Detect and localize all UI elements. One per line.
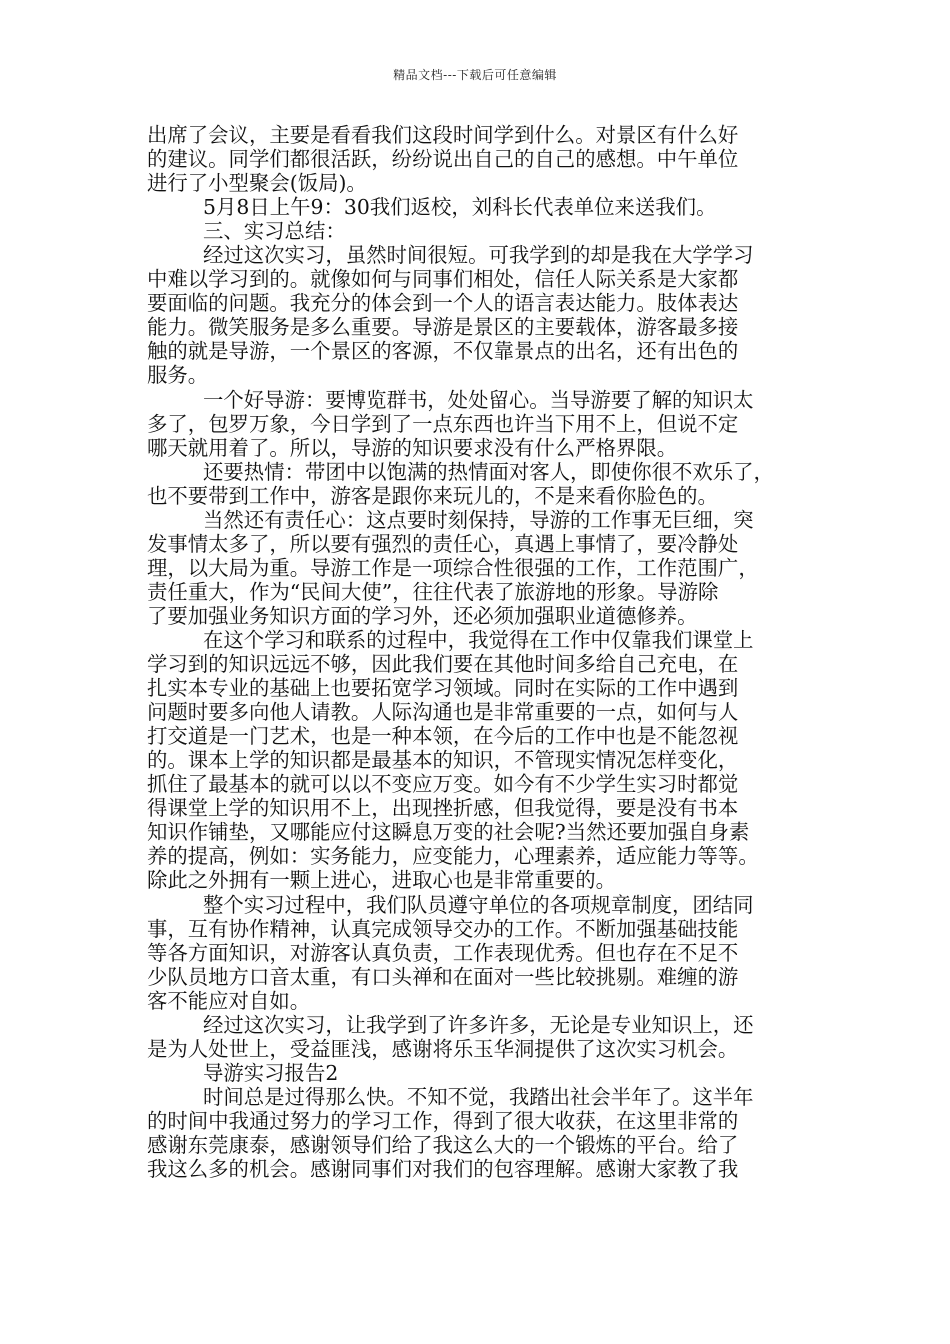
text-line: 也不要带到工作中，游客是跟你来玩儿的，不是来看你脸色的。 — [147, 483, 718, 508]
page-header: 精品文档---下载后可任意编辑 — [393, 68, 557, 82]
text-line: 客不能应对自如。 — [147, 988, 311, 1013]
text-line: 整个实习过程中，我们队员遵守单位的各项规章制度，团结同 — [203, 892, 754, 917]
text-line: 的时间中我通过努力的学习工作，得到了很大收获，在这里非常的 — [147, 1108, 739, 1133]
text-line: 哪天就用着了。所以，导游的知识要求没有什么严格界限。 — [147, 435, 678, 460]
text-line: 知识作铺垫，又哪能应付这瞬息万变的社会呢?当然还要加强自身素 — [147, 820, 750, 845]
text-line: 经过这次实习，虽然时间很短。可我学到的却是我在大学学习 — [203, 243, 754, 268]
document-body — [147, 123, 823, 1181]
text-line: 发事情太多了，所以要有强烈的责任心，真遇上事情了，要冷静处 — [147, 531, 739, 556]
text-line: 抓住了最基本的就可以以不变应万变。如今有不少学生实习时都觉 — [147, 772, 739, 797]
text-line: 打交道是一门艺术，也是一种本领，在今后的工作中也是不能忽视 — [147, 724, 739, 749]
text-line: 责任重大，作为“民间大使”，往往代表了旅游地的形象。导游除 — [147, 579, 719, 604]
text-line: 当然还有责任心：这点要时刻保持，导游的工作事无巨细，突 — [203, 507, 754, 532]
text-line: 要面临的问题。我充分的体会到一个人的语言表达能力。肢体表达 — [147, 291, 739, 316]
text-line: 在这个学习和联系的过程中，我觉得在工作中仅靠我们课堂上 — [203, 627, 754, 652]
text-line: 学习到的知识远远不够，因此我们要在其他时间多给自己充电，在 — [147, 652, 739, 677]
text-line: 的。课本上学的知识都是最基本的知识，不管现实情况怎样变化， — [147, 748, 739, 773]
text-line: 中难以学习到的。就像如何与同事们相处，信任人际关系是大家都 — [147, 267, 739, 292]
text-line: 服务。 — [147, 363, 209, 388]
text-line: 的建议。同学们都很活跃，纷纷说出自己的自己的感想。中午单位 — [147, 147, 739, 172]
text-line: 还要热情：带团中以饱满的热情面对客人，即使你很不欢乐了， — [203, 459, 774, 484]
text-line: 能力。微笑服务是多么重要。导游是景区的主要载体，游客最多接 — [147, 315, 739, 340]
text-line: 理，以大局为重。导游工作是一项综合性很强的工作，工作范围广， — [147, 555, 759, 580]
text-line: 多了，包罗万象，今日学到了一点东西也许当下用不上，但说不定 — [147, 411, 739, 436]
text-line: 三、实习总结： — [203, 219, 346, 244]
text-line: 触的就是导游，一个景区的客源，不仅靠景点的出名，还有出色的 — [147, 339, 739, 364]
text-line: 时间总是过得那么快。不知不觉，我踏出社会半年了。这半年 — [203, 1084, 754, 1109]
text-line: 是为人处世上，受益匪浅，感谢将乐玉华洞提供了这次实习机会。 — [147, 1036, 739, 1061]
text-line: 导游实习报告2 — [203, 1060, 339, 1085]
text-line: 少队员地方口音太重，有口头禅和在面对一些比较挑剔。难缠的游 — [147, 964, 739, 989]
text-line: 我这么多的机会。感谢同事们对我们的包容理解。感谢大家教了我 — [147, 1157, 739, 1182]
text-line: 感谢东莞康泰，感谢领导们给了我这么大的一个锻炼的平台。给了 — [147, 1132, 739, 1157]
text-line: 得课堂上学的知识用不上，出现挫折感，但我觉得，要是没有书本 — [147, 796, 739, 821]
text-line: 进行了小型聚会(饭局)。 — [147, 171, 367, 196]
text-line: 除此之外拥有一颗上进心，进取心也是非常重要的。 — [147, 868, 616, 893]
text-line: 经过这次实习，让我学到了许多许多，无论是专业知识上，还 — [203, 1012, 754, 1037]
text-line: 一个好导游：要博览群书，处处留心。当导游要了解的知识太 — [203, 387, 754, 412]
text-line: 等各方面知识，对游客认真负责，工作表现优秀。但也存在不足不 — [147, 940, 739, 965]
text-line: 问题时要多向他人请教。人际沟通也是非常重要的一点，如何与人 — [147, 700, 739, 725]
text-line: 养的提高，例如：实务能力，应变能力，心理素养，适应能力等等。 — [147, 844, 759, 869]
text-line: 扎实本专业的基础上也要拓宽学习领域。同时在实际的工作中遇到 — [147, 676, 739, 701]
text-line: 了要加强业务知识方面的学习外，还必须加强职业道德修养。 — [147, 603, 698, 628]
text-line: 出席了会议，主要是看看我们这段时间学到什么。对景区有什么好 — [147, 123, 739, 147]
text-line: 5月8日上午9：30我们返校，刘科长代表单位来送我们。 — [203, 195, 717, 220]
text-line: 事，互有协作精神，认真完成领导交办的工作。不断加强基础技能 — [147, 916, 739, 941]
